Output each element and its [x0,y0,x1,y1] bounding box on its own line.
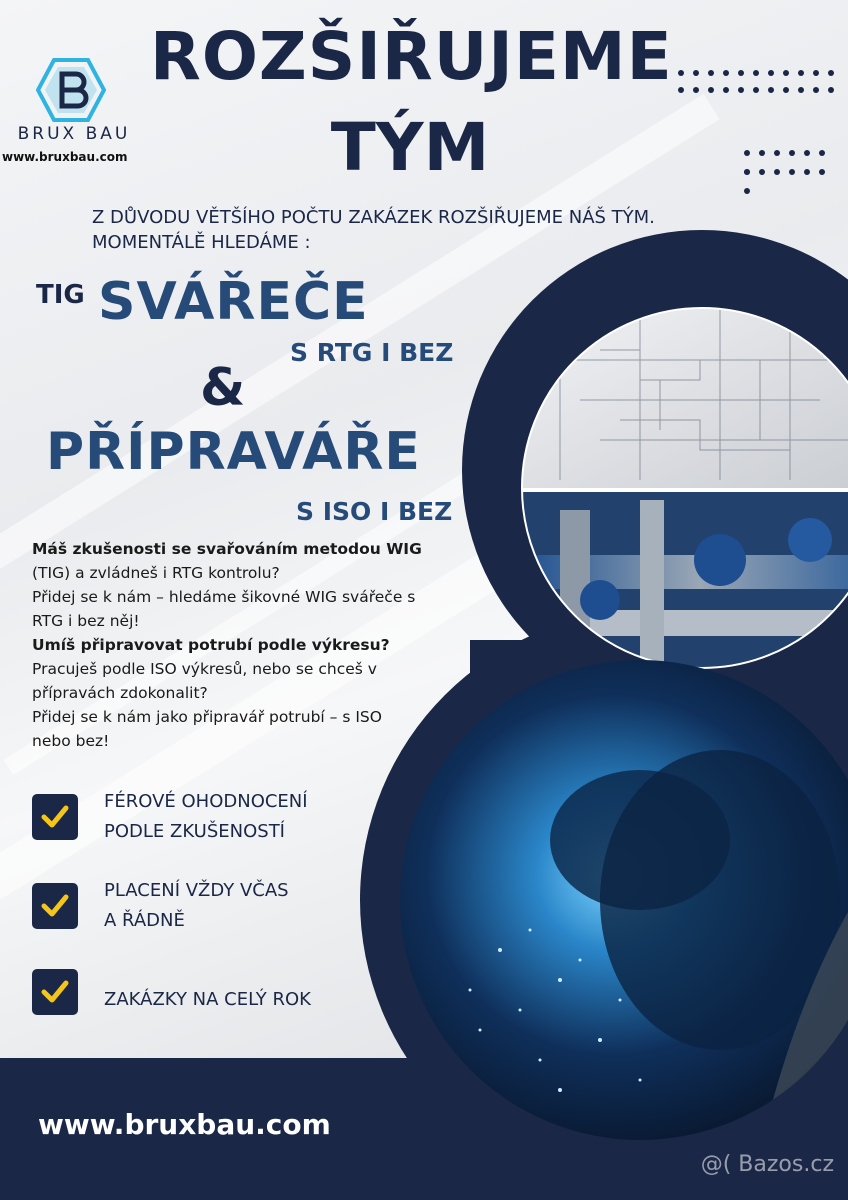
benefit-line: ZAKÁZKY NA CELÝ ROK [104,989,311,1010]
headline-line-1: ROZŠIŘUJEME [150,18,673,95]
intro-line-2: MOMENTÁLĚ HLEDÁME : [92,232,311,253]
fitters-note: S ISO I BEZ [296,497,453,526]
headline-line-2: TÝM [330,109,490,186]
benefit-on-time-payment [104,876,289,936]
body-line: RTG i bez něj! [32,612,140,630]
checkmark-icon [32,794,78,840]
logo-url: www.bruxbau.com [2,150,128,164]
tig-label: TIG [36,280,85,310]
welders-description [32,537,462,753]
body-line: Pracuješ podle ISO výkresů, nebo se chceš v [32,660,377,678]
welders-note: S RTG I BEZ [290,338,454,367]
decorative-dots [678,78,843,97]
bazos-watermark: @( Bazos.cz [700,1152,834,1177]
benefit-year-round-work [104,985,311,1015]
benefit-line: FÉROVÉ OHODNOCENÍ [104,791,308,812]
decorative-dots [744,160,848,198]
intro-line-1: Z DŮVODU VĚTŠÍHO POČTU ZAKÁZEK ROZŠIŘUJEME NÁŠ TÝM. [92,207,655,228]
welders-question: Máš zkušenosti se svařováním metodou WIG [32,540,422,558]
body-line: Přidej se k nám – hledáme šikovné WIG svářeče s [32,588,416,606]
brux-bau-logo-icon [36,58,106,122]
fitters-heading: PŘÍPRAVÁŘE [46,422,421,482]
benefit-line: A ŘÁDNĚ [104,910,185,931]
fitters-question: Umíš připravovat potrubí podle výkresu? [32,636,390,654]
benefit-line: PODLE ZKUŠENOSTÍ [104,821,285,842]
checkmark-icon [32,883,78,929]
ampersand: & [200,358,246,418]
body-line: (TIG) a zvládneš i RTG kontrolu? [32,564,280,582]
body-line: Přidej se k nám jako připravář potrubí – s ISO [32,708,382,726]
benefit-line: PLACENÍ VŽDY VČAS [104,880,289,901]
logo-name: BRUX BAU [17,124,131,144]
intro-text [92,205,655,255]
footer-website-link[interactable]: www.bruxbau.com [38,1108,331,1141]
body-line: nebo bez! [32,732,110,750]
welders-heading: SVÁŘEČE [98,272,369,332]
checkmark-icon [32,969,78,1015]
benefit-fair-pay [104,787,308,847]
body-line: přípravách zdokonalit? [32,684,208,702]
